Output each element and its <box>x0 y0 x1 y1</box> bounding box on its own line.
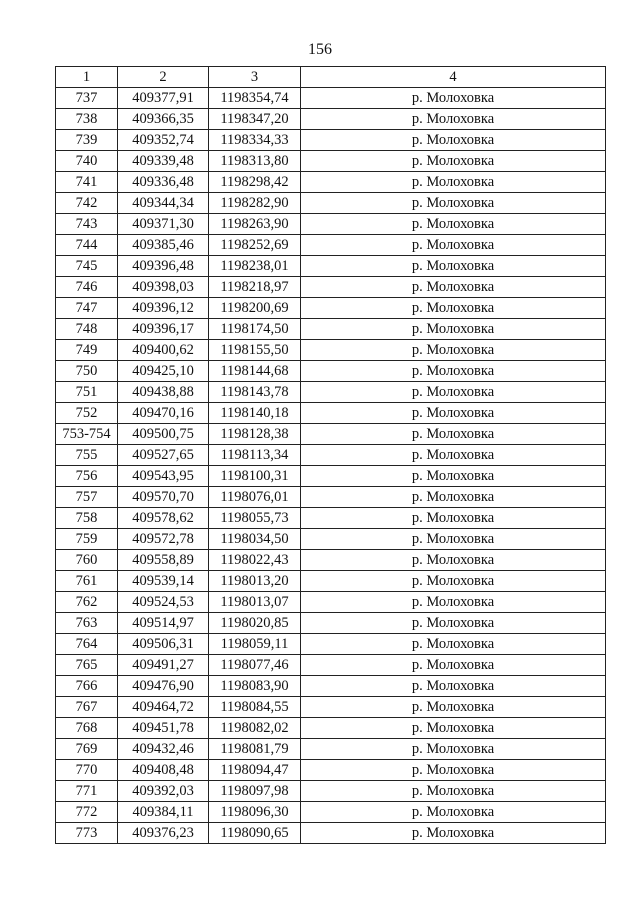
cell-y-coordinate: 1198077,46 <box>209 655 301 676</box>
cell-description: р. Молоховка <box>301 277 606 298</box>
cell-y-coordinate: 1198100,31 <box>209 466 301 487</box>
cell-y-coordinate: 1198298,42 <box>209 172 301 193</box>
cell-x-coordinate: 409514,97 <box>118 613 209 634</box>
cell-description: р. Молоховка <box>301 697 606 718</box>
table-row <box>56 466 606 487</box>
cell-point-number: 769 <box>56 739 118 760</box>
cell-y-coordinate: 1198144,68 <box>209 361 301 382</box>
cell-description: р. Молоховка <box>301 739 606 760</box>
cell-description: р. Молоховка <box>301 382 606 403</box>
header-row <box>56 67 606 88</box>
cell-y-coordinate: 1198140,18 <box>209 403 301 424</box>
table-body <box>56 88 606 844</box>
cell-description: р. Молоховка <box>301 571 606 592</box>
cell-point-number: 751 <box>56 382 118 403</box>
cell-y-coordinate: 1198081,79 <box>209 739 301 760</box>
cell-y-coordinate: 1198282,90 <box>209 193 301 214</box>
cell-x-coordinate: 409491,27 <box>118 655 209 676</box>
cell-description: р. Молоховка <box>301 634 606 655</box>
table-row <box>56 802 606 823</box>
cell-point-number: 765 <box>56 655 118 676</box>
table-row <box>56 235 606 256</box>
cell-y-coordinate: 1198113,34 <box>209 445 301 466</box>
cell-description: р. Молоховка <box>301 235 606 256</box>
cell-y-coordinate: 1198084,55 <box>209 697 301 718</box>
cell-description: р. Молоховка <box>301 655 606 676</box>
table-row <box>56 487 606 508</box>
cell-point-number: 746 <box>56 277 118 298</box>
cell-point-number: 741 <box>56 172 118 193</box>
cell-y-coordinate: 1198013,07 <box>209 592 301 613</box>
cell-point-number: 753-754 <box>56 424 118 445</box>
cell-y-coordinate: 1198200,69 <box>209 298 301 319</box>
table-row <box>56 781 606 802</box>
cell-point-number: 738 <box>56 109 118 130</box>
cell-x-coordinate: 409396,48 <box>118 256 209 277</box>
cell-y-coordinate: 1198334,33 <box>209 130 301 151</box>
cell-x-coordinate: 409400,62 <box>118 340 209 361</box>
cell-x-coordinate: 409558,89 <box>118 550 209 571</box>
cell-point-number: 773 <box>56 823 118 844</box>
cell-x-coordinate: 409366,35 <box>118 109 209 130</box>
table-row <box>56 256 606 277</box>
cell-description: р. Молоховка <box>301 403 606 424</box>
cell-y-coordinate: 1198238,01 <box>209 256 301 277</box>
cell-x-coordinate: 409396,17 <box>118 319 209 340</box>
cell-description: р. Молоховка <box>301 823 606 844</box>
table-row <box>56 298 606 319</box>
cell-description: р. Молоховка <box>301 550 606 571</box>
cell-y-coordinate: 1198155,50 <box>209 340 301 361</box>
cell-point-number: 740 <box>56 151 118 172</box>
cell-description: р. Молоховка <box>301 508 606 529</box>
table-row <box>56 193 606 214</box>
cell-x-coordinate: 409352,74 <box>118 130 209 151</box>
table-row <box>56 172 606 193</box>
table-row <box>56 88 606 109</box>
cell-y-coordinate: 1198096,30 <box>209 802 301 823</box>
table-row <box>56 403 606 424</box>
table-row <box>56 613 606 634</box>
cell-description: р. Молоховка <box>301 676 606 697</box>
cell-point-number: 748 <box>56 319 118 340</box>
table-row <box>56 382 606 403</box>
cell-description: р. Молоховка <box>301 172 606 193</box>
table-row <box>56 739 606 760</box>
cell-description: р. Молоховка <box>301 109 606 130</box>
cell-x-coordinate: 409543,95 <box>118 466 209 487</box>
table-row <box>56 214 606 235</box>
cell-point-number: 756 <box>56 466 118 487</box>
cell-point-number: 755 <box>56 445 118 466</box>
cell-description: р. Молоховка <box>301 340 606 361</box>
table-row <box>56 508 606 529</box>
table-row <box>56 718 606 739</box>
cell-x-coordinate: 409384,11 <box>118 802 209 823</box>
table-row <box>56 697 606 718</box>
cell-x-coordinate: 409464,72 <box>118 697 209 718</box>
cell-x-coordinate: 409396,12 <box>118 298 209 319</box>
cell-x-coordinate: 409398,03 <box>118 277 209 298</box>
table-header <box>56 67 606 88</box>
cell-y-coordinate: 1198013,20 <box>209 571 301 592</box>
cell-description: р. Молоховка <box>301 760 606 781</box>
cell-description: р. Молоховка <box>301 130 606 151</box>
cell-x-coordinate: 409524,53 <box>118 592 209 613</box>
cell-description: р. Молоховка <box>301 529 606 550</box>
header-cell-y-coordinate: 3 <box>209 67 301 88</box>
cell-x-coordinate: 409578,62 <box>118 508 209 529</box>
cell-description: р. Молоховка <box>301 718 606 739</box>
cell-x-coordinate: 409339,48 <box>118 151 209 172</box>
cell-point-number: 745 <box>56 256 118 277</box>
cell-y-coordinate: 1198347,20 <box>209 109 301 130</box>
cell-description: р. Молоховка <box>301 445 606 466</box>
cell-point-number: 739 <box>56 130 118 151</box>
cell-y-coordinate: 1198022,43 <box>209 550 301 571</box>
cell-y-coordinate: 1198020,85 <box>209 613 301 634</box>
cell-point-number: 759 <box>56 529 118 550</box>
cell-point-number: 764 <box>56 634 118 655</box>
cell-y-coordinate: 1198252,69 <box>209 235 301 256</box>
cell-x-coordinate: 409377,91 <box>118 88 209 109</box>
table-row <box>56 340 606 361</box>
table-row <box>56 277 606 298</box>
cell-x-coordinate: 409392,03 <box>118 781 209 802</box>
cell-x-coordinate: 409506,31 <box>118 634 209 655</box>
cell-x-coordinate: 409470,16 <box>118 403 209 424</box>
cell-description: р. Молоховка <box>301 319 606 340</box>
cell-x-coordinate: 409408,48 <box>118 760 209 781</box>
cell-description: р. Молоховка <box>301 487 606 508</box>
cell-point-number: 770 <box>56 760 118 781</box>
cell-point-number: 761 <box>56 571 118 592</box>
cell-y-coordinate: 1198354,74 <box>209 88 301 109</box>
cell-point-number: 772 <box>56 802 118 823</box>
table-row <box>56 109 606 130</box>
cell-point-number: 758 <box>56 508 118 529</box>
cell-point-number: 771 <box>56 781 118 802</box>
cell-x-coordinate: 409336,48 <box>118 172 209 193</box>
table-row <box>56 634 606 655</box>
cell-y-coordinate: 1198094,47 <box>209 760 301 781</box>
cell-x-coordinate: 409385,46 <box>118 235 209 256</box>
table-row <box>56 823 606 844</box>
cell-description: р. Молоховка <box>301 424 606 445</box>
cell-y-coordinate: 1198218,97 <box>209 277 301 298</box>
table-row <box>56 571 606 592</box>
cell-y-coordinate: 1198263,90 <box>209 214 301 235</box>
cell-y-coordinate: 1198128,38 <box>209 424 301 445</box>
cell-description: р. Молоховка <box>301 613 606 634</box>
table-row <box>56 361 606 382</box>
table-row <box>56 529 606 550</box>
table-row <box>56 550 606 571</box>
cell-description: р. Молоховка <box>301 781 606 802</box>
header-cell-description: 4 <box>301 67 606 88</box>
cell-point-number: 747 <box>56 298 118 319</box>
cell-y-coordinate: 1198082,02 <box>209 718 301 739</box>
cell-x-coordinate: 409425,10 <box>118 361 209 382</box>
cell-y-coordinate: 1198034,50 <box>209 529 301 550</box>
table-row <box>56 424 606 445</box>
table-row <box>56 592 606 613</box>
cell-x-coordinate: 409539,14 <box>118 571 209 592</box>
cell-y-coordinate: 1198055,73 <box>209 508 301 529</box>
cell-x-coordinate: 409476,90 <box>118 676 209 697</box>
cell-description: р. Молоховка <box>301 592 606 613</box>
cell-point-number: 750 <box>56 361 118 382</box>
cell-description: р. Молоховка <box>301 466 606 487</box>
cell-point-number: 762 <box>56 592 118 613</box>
cell-point-number: 767 <box>56 697 118 718</box>
cell-description: р. Молоховка <box>301 151 606 172</box>
cell-x-coordinate: 409432,46 <box>118 739 209 760</box>
cell-description: р. Молоховка <box>301 193 606 214</box>
cell-point-number: 768 <box>56 718 118 739</box>
cell-point-number: 757 <box>56 487 118 508</box>
cell-y-coordinate: 1198059,11 <box>209 634 301 655</box>
cell-y-coordinate: 1198313,80 <box>209 151 301 172</box>
cell-description: р. Молоховка <box>301 298 606 319</box>
table-row <box>56 760 606 781</box>
cell-x-coordinate: 409527,65 <box>118 445 209 466</box>
cell-point-number: 744 <box>56 235 118 256</box>
cell-x-coordinate: 409371,30 <box>118 214 209 235</box>
cell-x-coordinate: 409344,34 <box>118 193 209 214</box>
cell-point-number: 763 <box>56 613 118 634</box>
cell-x-coordinate: 409500,75 <box>118 424 209 445</box>
table-row <box>56 151 606 172</box>
table-row <box>56 676 606 697</box>
cell-y-coordinate: 1198076,01 <box>209 487 301 508</box>
cell-point-number: 742 <box>56 193 118 214</box>
cell-x-coordinate: 409451,78 <box>118 718 209 739</box>
header-cell-point-number: 1 <box>56 67 118 88</box>
cell-point-number: 749 <box>56 340 118 361</box>
table-row <box>56 319 606 340</box>
cell-point-number: 766 <box>56 676 118 697</box>
cell-point-number: 743 <box>56 214 118 235</box>
cell-y-coordinate: 1198090,65 <box>209 823 301 844</box>
cell-y-coordinate: 1198174,50 <box>209 319 301 340</box>
table-row <box>56 130 606 151</box>
cell-point-number: 752 <box>56 403 118 424</box>
cell-point-number: 737 <box>56 88 118 109</box>
table-row <box>56 445 606 466</box>
cell-y-coordinate: 1198143,78 <box>209 382 301 403</box>
cell-description: р. Молоховка <box>301 256 606 277</box>
cell-description: р. Молоховка <box>301 214 606 235</box>
table-row <box>56 655 606 676</box>
cell-description: р. Молоховка <box>301 88 606 109</box>
cell-point-number: 760 <box>56 550 118 571</box>
cell-x-coordinate: 409572,78 <box>118 529 209 550</box>
cell-x-coordinate: 409570,70 <box>118 487 209 508</box>
page-number: 156 <box>308 41 332 58</box>
coordinates-table <box>55 66 606 844</box>
cell-description: р. Молоховка <box>301 361 606 382</box>
cell-y-coordinate: 1198097,98 <box>209 781 301 802</box>
cell-x-coordinate: 409376,23 <box>118 823 209 844</box>
cell-y-coordinate: 1198083,90 <box>209 676 301 697</box>
cell-x-coordinate: 409438,88 <box>118 382 209 403</box>
header-cell-x-coordinate: 2 <box>118 67 209 88</box>
cell-description: р. Молоховка <box>301 802 606 823</box>
